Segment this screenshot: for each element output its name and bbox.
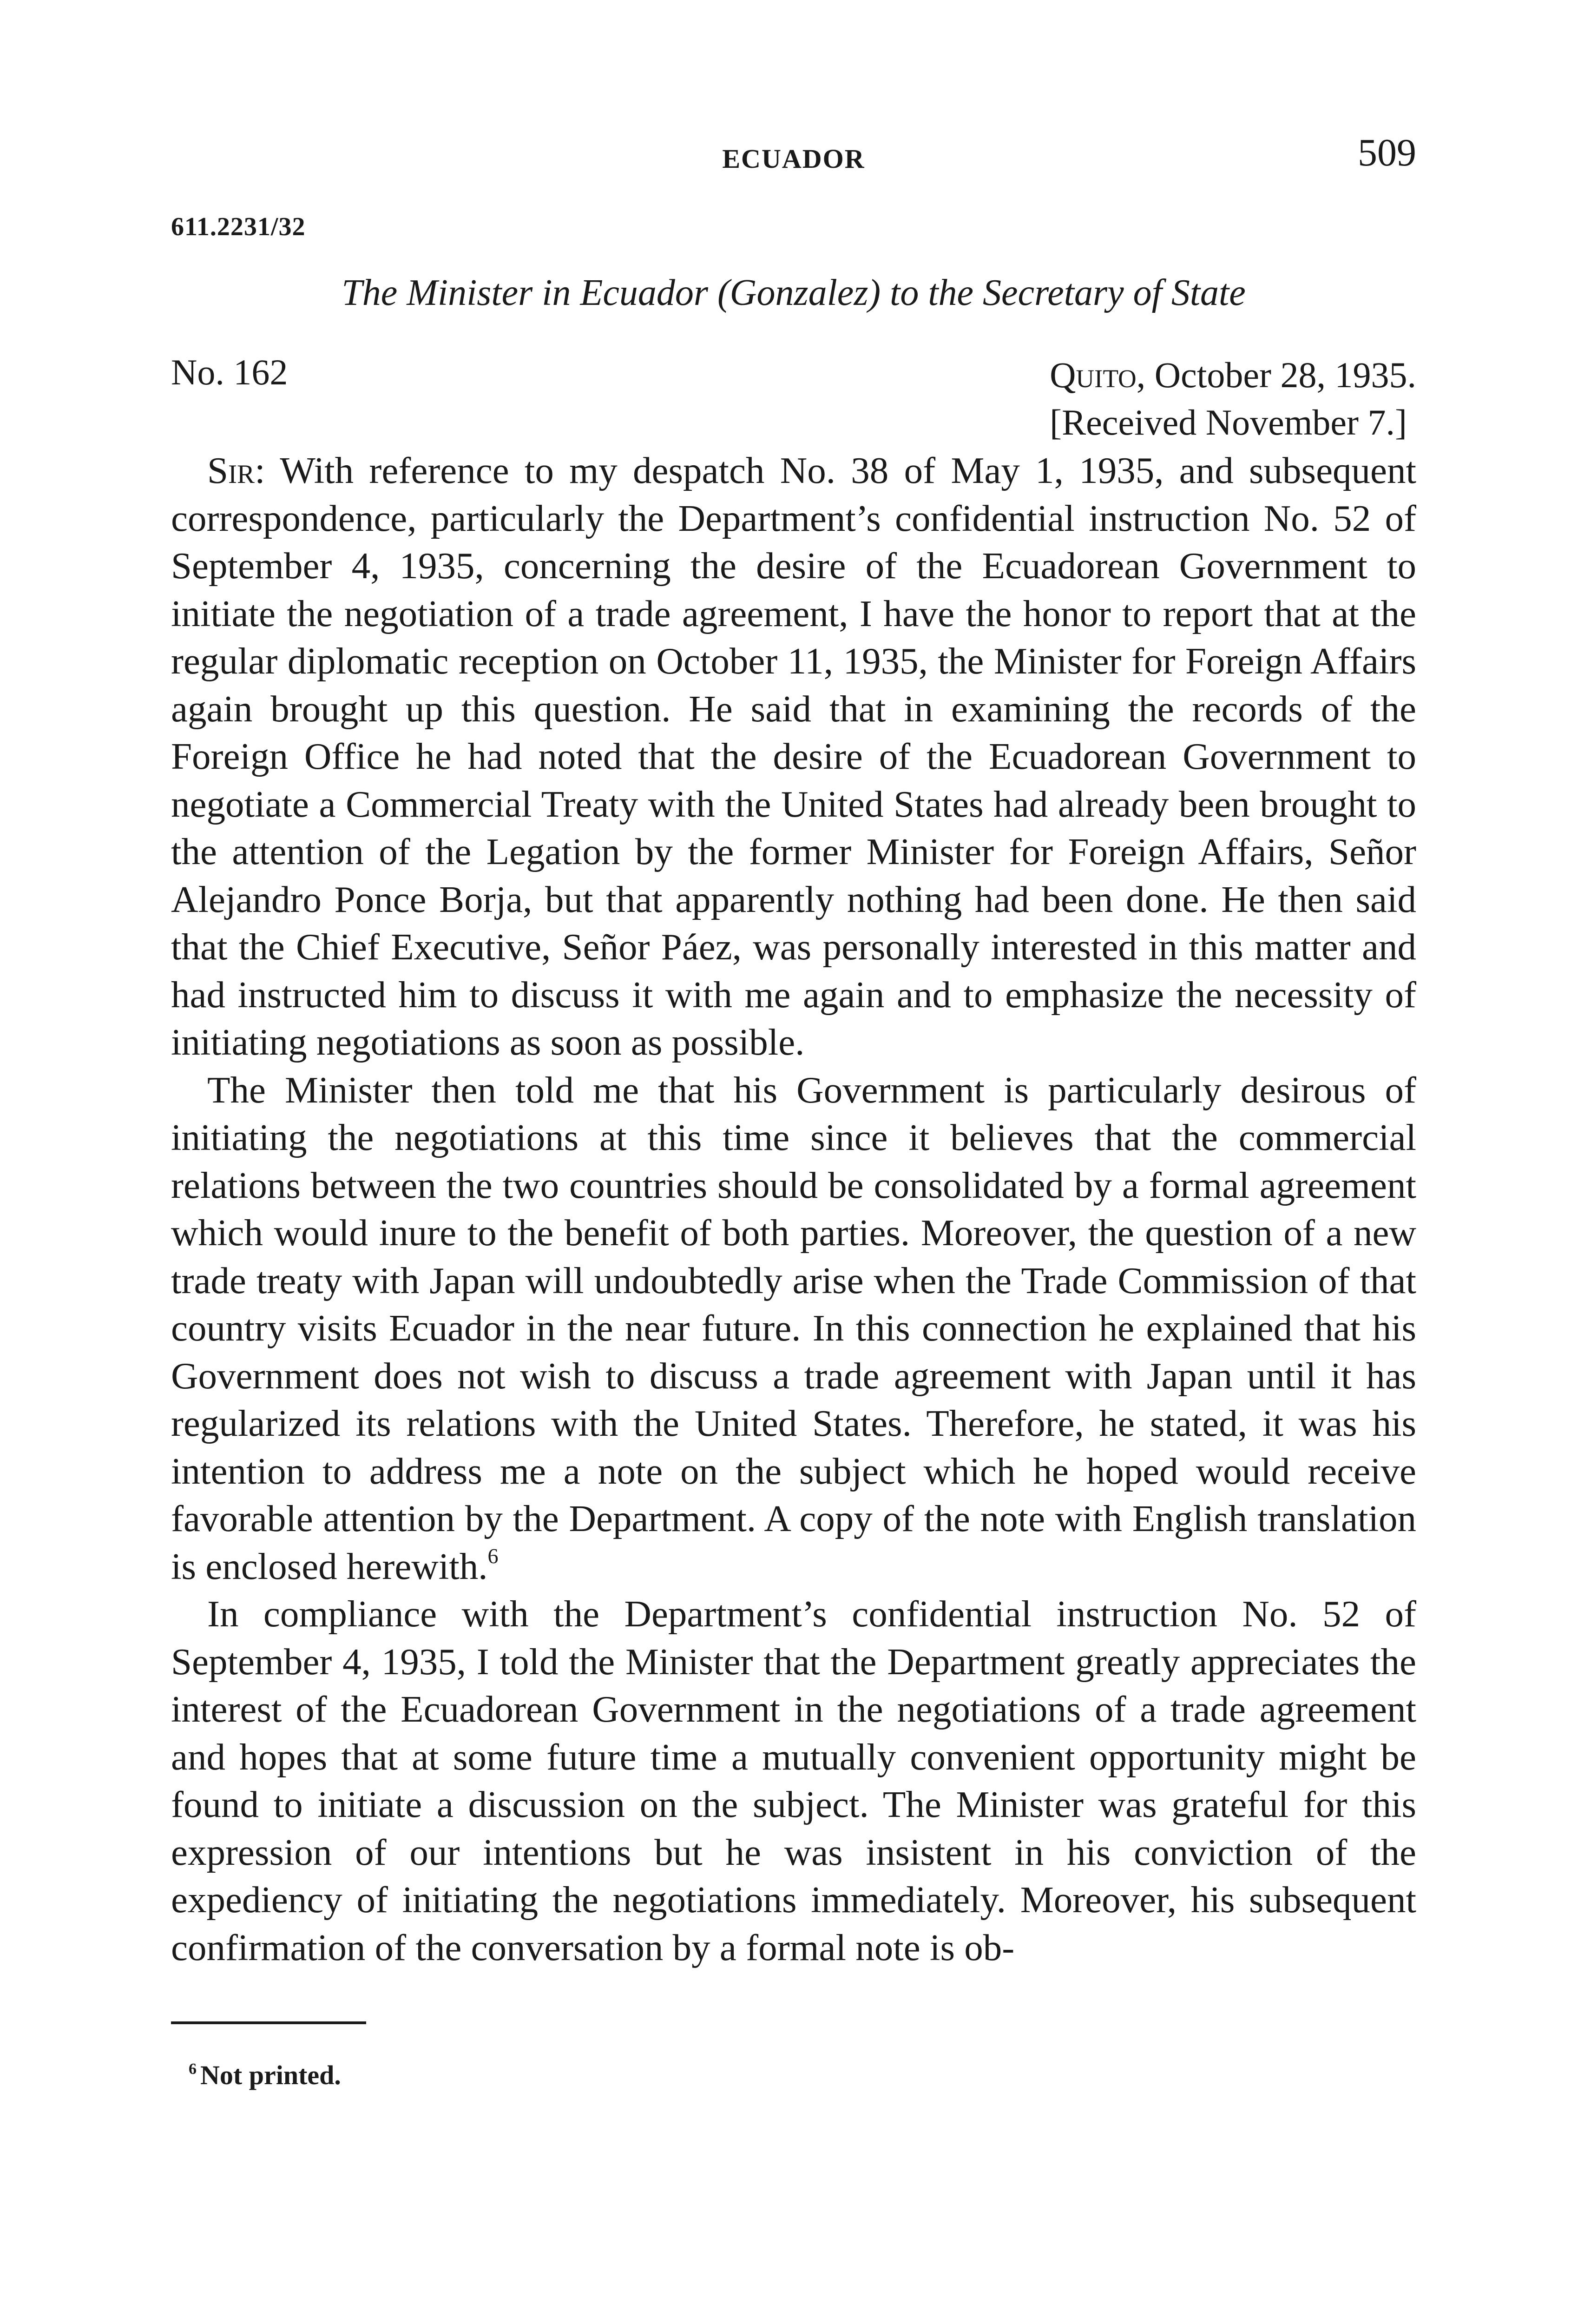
letter-date: , October 28, 1935. [1136, 355, 1416, 395]
document-title: The Minister in Ecuador (Gonzalez) to the Secretary of State [342, 272, 1246, 313]
page-number: 509 [1358, 131, 1416, 174]
place-name: Quito [1050, 355, 1137, 395]
footnote-reference: 6 [487, 1544, 499, 1568]
running-head [171, 130, 1416, 186]
running-title: ECUADOR [722, 144, 865, 174]
place-date-line [1050, 351, 1416, 399]
paragraph-2-text: The Minister then told me that his Government is particularly desirous of initiating the negotiations at this time since it believes that the commercial relations between the two countries should be consolidated by a formal agreement which would inure to the benefit of both parties. Moreover, the question of a new trade treaty with Japan will undoubtedly arise when the Trade Commission of that country visits Ecuador in the near future. In this connection he explained that his Government does not wish to discuss a trade agreement with Japan until it has regularized its relations with the United States. Therefore, he stated, it was his intention to address me a note on the subject which he hoped would receive favorable attention by the Department. A copy of the note with English translation is enclosed herewith. [171, 1069, 1416, 1587]
salutation: Sir [207, 449, 255, 491]
document-page [171, 130, 1416, 2091]
paragraph-1 [171, 447, 1416, 1066]
despatch-number: No. 162 [171, 352, 288, 392]
file-number: 611.2231/32 [171, 212, 306, 241]
letter-body [171, 447, 1416, 1971]
received-date: [Received November 7.] [1050, 402, 1407, 442]
paragraph-3-text: In compliance with the Department’s confidential instruction No. 52 of September 4, 1935, I told the Minister that the Department greatly appreciates the interest of the Ecuadorean Government in the negotiations of a trade agreement and hopes that at some future time a mutually convenient opportunity might be found to initiate a discussion on the subject. The Minister was grateful for this expression of our intentions but he was insistent in his conviction of the expediency of initiating the negotiations immediately. Moreover, his subsequent confirmation of the conversation by a formal note is ob- [171, 1593, 1416, 1968]
footnote [189, 2060, 1416, 2091]
paragraph-2 [171, 1066, 1416, 1591]
document-meta [171, 351, 1416, 447]
footnote-divider [171, 2021, 366, 2024]
footnote-text: Not printed. [200, 2060, 341, 2090]
paragraph-3 [171, 1590, 1416, 1971]
footnote-mark: 6 [189, 2060, 197, 2078]
paragraph-1-text: : With reference to my despatch No. 38 of May 1, 1935, and subsequent correspondence, particularly the Department’s confidential instruction No. 52 of September 4, 1935, concerning the desire of the Ecuadorean Government to initiate the negotiation of a trade agreement, I have the honor to report that at the regular diplomatic reception on October 11, 1935, the Minister for Foreign Affairs again brought up this question. He said that in examining the records of the Foreign Office he had noted that the desire of the Ecuadorean Government to negotiate a Commercial Treaty with the United States had already been brought to the attention of the Legation by the former Minister for Foreign Affairs, Señor Alejandro Ponce Borja, but that apparently nothing had been done. He then said that the Chief Executive, Señor Páez, was personally interested in this matter and had instructed him to discuss it with me again and to emphasize the necessity of initiating negotiations as soon as possible. [171, 449, 1416, 1063]
place-date-block [1050, 351, 1416, 446]
